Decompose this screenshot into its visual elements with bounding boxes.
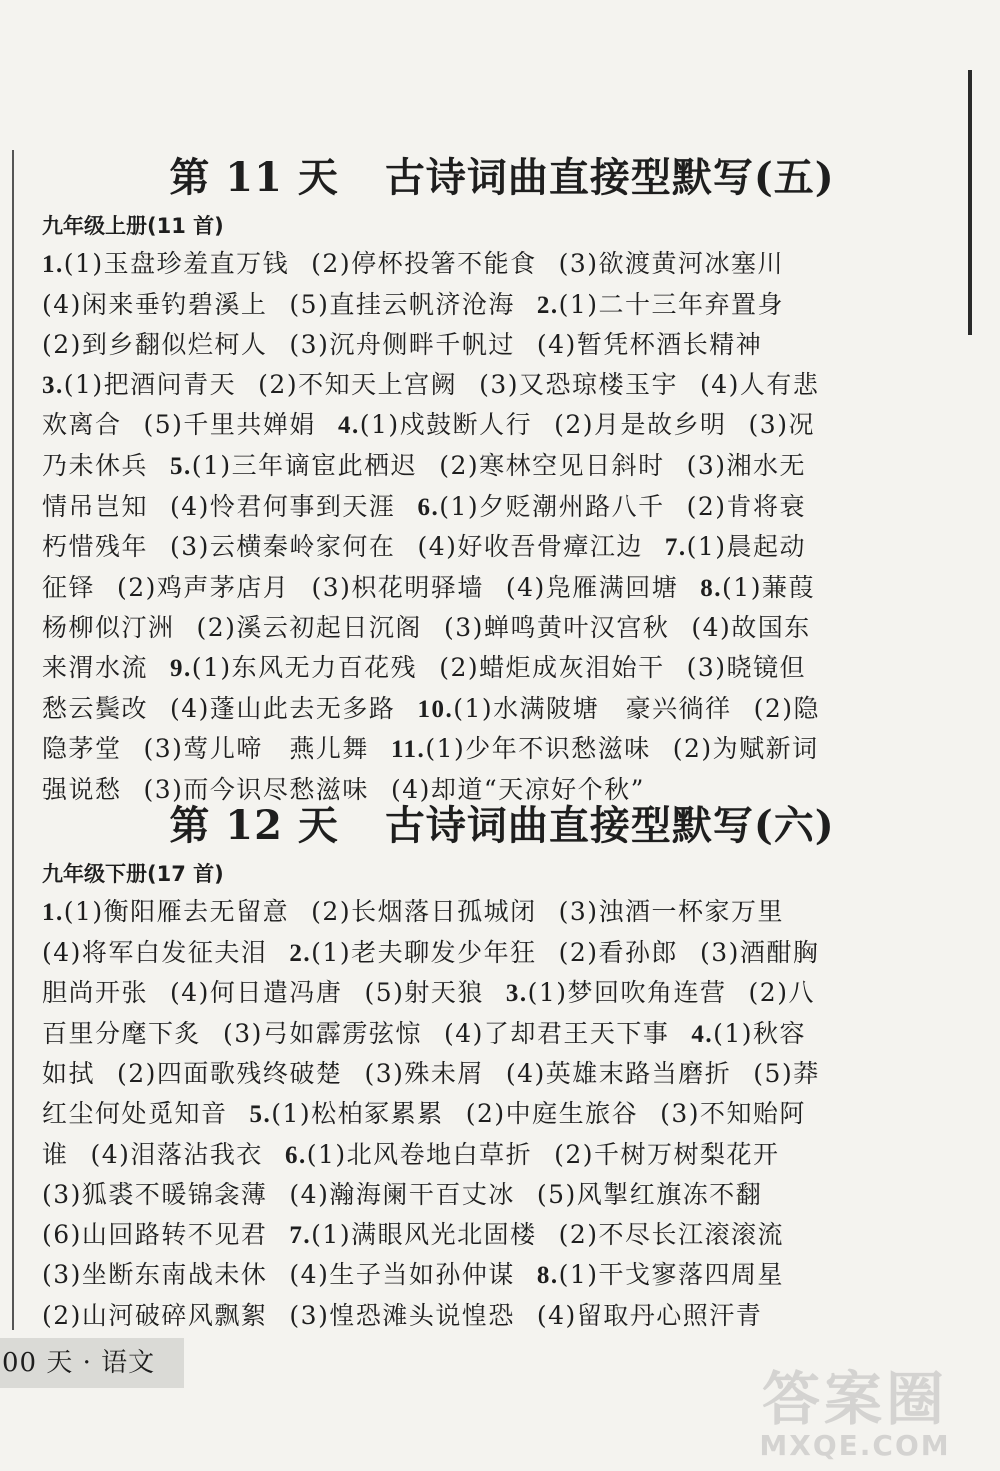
answer-text: (4)留取丹心照汗青 [536, 1300, 763, 1330]
answer-line [42, 1054, 942, 1094]
answer-line [42, 405, 942, 446]
answer-text: (1)夕贬潮州路八千 [439, 491, 665, 521]
answer-text: (2)不知天上宫阙 [258, 369, 458, 399]
section-subtitle: 九年级下册(17 首) [42, 862, 224, 886]
answer-text: (4)暂凭杯酒长精神 [536, 330, 763, 360]
answer-text: (3)坐断东南战未休 [42, 1260, 268, 1290]
answer-text: (3)酒酣胸 [700, 937, 820, 967]
answer-text: (3)莺儿啼 燕儿舞 [143, 734, 369, 764]
question-number: 11. [390, 736, 426, 764]
answer-text: (4)怜君何事到天涯 [170, 491, 396, 521]
answer-text: 愁云鬓改 [42, 693, 149, 723]
answer-line [42, 1094, 942, 1135]
answer-text: (1)少年不识愁滋味 [425, 734, 651, 764]
watermark-logo-text: 答案圈 [761, 1365, 948, 1433]
day-label: 第 11 天 [169, 154, 339, 201]
answer-text: (6)山回路转不见君 [42, 1219, 268, 1249]
answer-text: (1)干戈寥落四周星 [558, 1260, 785, 1290]
answer-line [42, 892, 942, 933]
answer-line [42, 1175, 942, 1215]
answer-text: (1)老夫聊发少年狂 [311, 937, 537, 967]
answer-text: (5)风掣红旗冻不翻 [536, 1180, 763, 1210]
right-margin-rule [968, 70, 972, 335]
answer-text: (3)又恐琼楼玉宇 [479, 369, 679, 399]
question-number: 6. [417, 493, 440, 521]
answer-text: 谁 [42, 1139, 69, 1169]
question-number: 6. [284, 1141, 307, 1169]
answer-text: (4)却道“天凉好个秋” [390, 774, 645, 804]
answer-text: (4)人有悲 [700, 369, 820, 399]
answer-text: (1)晨起动 [686, 532, 807, 562]
section-heading: 古诗词曲直接型默写(六) [384, 802, 835, 849]
answer-text: (4)瀚海阑干百丈冰 [289, 1180, 515, 1210]
section-day-11 [42, 148, 942, 809]
answer-text: 隐茅堂 [42, 734, 122, 764]
answer-text: (1)三年谪宦此栖迟 [191, 450, 418, 480]
answer-text: (2)溪云初起日沉阁 [196, 613, 422, 643]
answer-text: (4)好收吾骨瘴江边 [417, 532, 643, 562]
answer-text: (2)八 [748, 978, 815, 1008]
answer-line [42, 689, 942, 730]
answer-text: (3)沉舟侧畔千帆过 [289, 330, 515, 360]
answer-text: 如拭 [42, 1059, 96, 1089]
question-number: 2. [536, 291, 559, 319]
answer-text: (4)生子当如孙仲谋 [289, 1260, 515, 1290]
answer-text: (1)衡阳雁去无留意 [63, 897, 290, 926]
answer-text: (2)中庭生旅谷 [465, 1098, 639, 1128]
answer-text: (3)欲渡黄河冰塞川 [558, 249, 785, 278]
answer-text: (4)凫雁满回塘 [505, 572, 679, 602]
question-number: 10. [417, 695, 454, 723]
question-number: 7. [664, 534, 687, 562]
answer-line [42, 729, 942, 770]
answer-text: (2)隐 [753, 693, 821, 723]
question-number: 9. [170, 654, 192, 682]
answer-text: (2)寒林空见日斜时 [439, 450, 665, 480]
answer-text: (3)狐裘不暖锦衾薄 [42, 1180, 268, 1210]
answer-text: 百里分麾下炙 [42, 1018, 202, 1048]
answer-line [42, 1215, 942, 1256]
answer-text: (4)蓬山此去无多路 [170, 693, 396, 723]
answer-text: (1)二十三年弃置身 [558, 289, 785, 319]
answer-text: (4)将军白发征夫泪 [42, 937, 268, 967]
answer-text: 来渭水流 [42, 652, 149, 682]
question-number: 1. [42, 899, 64, 926]
section-subtitle: 九年级上册(11 首) [42, 214, 224, 238]
answer-text: 情吊岂知 [42, 491, 149, 521]
answer-text: (3)殊未屑 [364, 1059, 484, 1089]
answer-lines [42, 892, 942, 1336]
answer-text: (5)千里共婵娟 [143, 410, 316, 440]
answer-text: (1)北风卷地白草折 [306, 1139, 533, 1169]
question-number: 2. [289, 939, 312, 967]
answer-text: (5)射天狼 [364, 978, 484, 1008]
answer-line [42, 973, 942, 1014]
answer-text: (4)何日遣冯唐 [170, 978, 343, 1008]
answer-text: 强说愁 [42, 774, 122, 804]
answer-line [42, 325, 942, 365]
answer-text: (1)梦回吹角连营 [527, 978, 727, 1008]
answer-text: 杨柳似汀洲 [42, 613, 175, 643]
answer-text: (2)蜡炬成灰泪始干 [439, 652, 665, 682]
answer-line [42, 487, 942, 528]
left-margin-rule [12, 150, 14, 1330]
answer-text: (3)惶恐滩头说惶恐 [289, 1300, 515, 1330]
answer-text: (1)水满陂塘 豪兴徜徉 [453, 693, 732, 723]
answer-text: 征铎 [42, 572, 96, 602]
answer-text: (2)月是故乡明 [554, 410, 727, 440]
answer-text: (4)故国东 [691, 613, 811, 643]
answer-line [42, 568, 942, 609]
answer-text: (5)直挂云帆济沧海 [289, 289, 515, 319]
page-footer: 00 天 · 语文 [0, 1338, 184, 1388]
question-number: 3. [42, 371, 64, 399]
answer-text: (5)莽 [753, 1059, 820, 1089]
answer-text: (3)云横秦岭家何在 [170, 532, 396, 562]
answer-text: 乃未休兵 [42, 450, 149, 480]
answer-text: 朽惜残年 [42, 532, 149, 562]
answer-text: (2)停杯投箸不能食 [311, 249, 537, 278]
answer-line [42, 285, 942, 326]
question-number: 8. [536, 1262, 559, 1290]
answer-text: (2)看孙郎 [558, 937, 679, 967]
answer-text: (3)况 [748, 410, 815, 440]
answer-text: (3)浊酒一杯家万里 [558, 897, 785, 926]
answer-text: (1)玉盘珍羞直万钱 [63, 249, 290, 278]
answer-text: (1)秋容 [713, 1018, 807, 1048]
answer-text: (1)松柏冢累累 [271, 1098, 444, 1128]
answer-text: (1)把酒问青天 [63, 369, 237, 399]
answer-text: (2)山河破碎风飘絮 [42, 1300, 268, 1330]
section-title [42, 796, 942, 856]
answer-line [42, 608, 942, 648]
day-label: 第 12 天 [169, 802, 339, 849]
answer-text: (2)四面歌残终破楚 [117, 1059, 343, 1089]
answer-line [42, 244, 942, 285]
answer-text: (2)到乡翻似烂柯人 [42, 330, 268, 360]
answer-text: (3)而今识尽愁滋味 [143, 774, 369, 804]
watermark-url: MXQE.COM [759, 1429, 951, 1462]
answer-line [42, 1014, 942, 1055]
question-number: 4. [691, 1020, 714, 1048]
question-number: 4. [337, 412, 360, 440]
answer-text: 欢离合 [42, 410, 122, 440]
question-number: 7. [289, 1221, 312, 1249]
answer-text: (3)湘水无 [686, 450, 807, 480]
watermark-logo [740, 1365, 970, 1464]
answer-text: (1)东风无力百花残 [191, 652, 418, 682]
answer-line [42, 1255, 942, 1296]
answer-text: (3)蝉鸣黄叶汉宫秋 [443, 613, 670, 643]
answer-text: (3)晓镜但 [686, 652, 807, 682]
answer-lines [42, 244, 942, 809]
question-number: 8. [700, 574, 723, 602]
question-number: 5. [170, 452, 192, 480]
answer-line [42, 365, 942, 406]
answer-text: 胆尚开张 [42, 978, 149, 1008]
section-day-12 [42, 796, 942, 1336]
answer-text: (1)蒹葭 [722, 572, 815, 602]
answer-text: (2)长烟落日孤城闭 [311, 897, 537, 926]
answer-line [42, 933, 942, 974]
answer-text: (3)弓如霹雳弦惊 [223, 1018, 422, 1048]
answer-text: (1)满眼风光北固楼 [311, 1219, 537, 1249]
question-number: 1. [42, 251, 64, 278]
section-title [42, 148, 942, 208]
answer-line [42, 527, 942, 568]
answer-line [42, 446, 942, 487]
answer-line [42, 648, 942, 689]
question-number: 5. [249, 1100, 272, 1128]
answer-text: (2)不尽长江滚滚流 [558, 1219, 785, 1249]
answer-text: (3)枳花明驿墙 [311, 572, 484, 602]
section-heading: 古诗词曲直接型默写(五) [384, 154, 835, 201]
answer-text: 红尘何处觅知音 [42, 1098, 228, 1128]
answer-text: (4)闲来垂钓碧溪上 [42, 289, 268, 319]
answer-text: (2)鸡声茅店月 [117, 572, 290, 602]
answer-text: (2)千树万树梨花开 [554, 1139, 780, 1169]
answer-text: (4)泪落沾我衣 [90, 1139, 263, 1169]
question-number: 3. [505, 980, 528, 1008]
answer-text: (2)为赋新词 [672, 734, 819, 764]
answer-text: (1)戍鼓断人行 [359, 410, 533, 440]
answer-text: (4)英雄末路当磨折 [505, 1059, 732, 1089]
answer-text: (4)了却君王天下事 [443, 1018, 670, 1048]
answer-text: (2)肯将衰 [686, 491, 807, 521]
answer-text: (3)不知贻阿 [660, 1098, 807, 1128]
answer-line [42, 1296, 942, 1336]
answer-line [42, 1135, 942, 1176]
